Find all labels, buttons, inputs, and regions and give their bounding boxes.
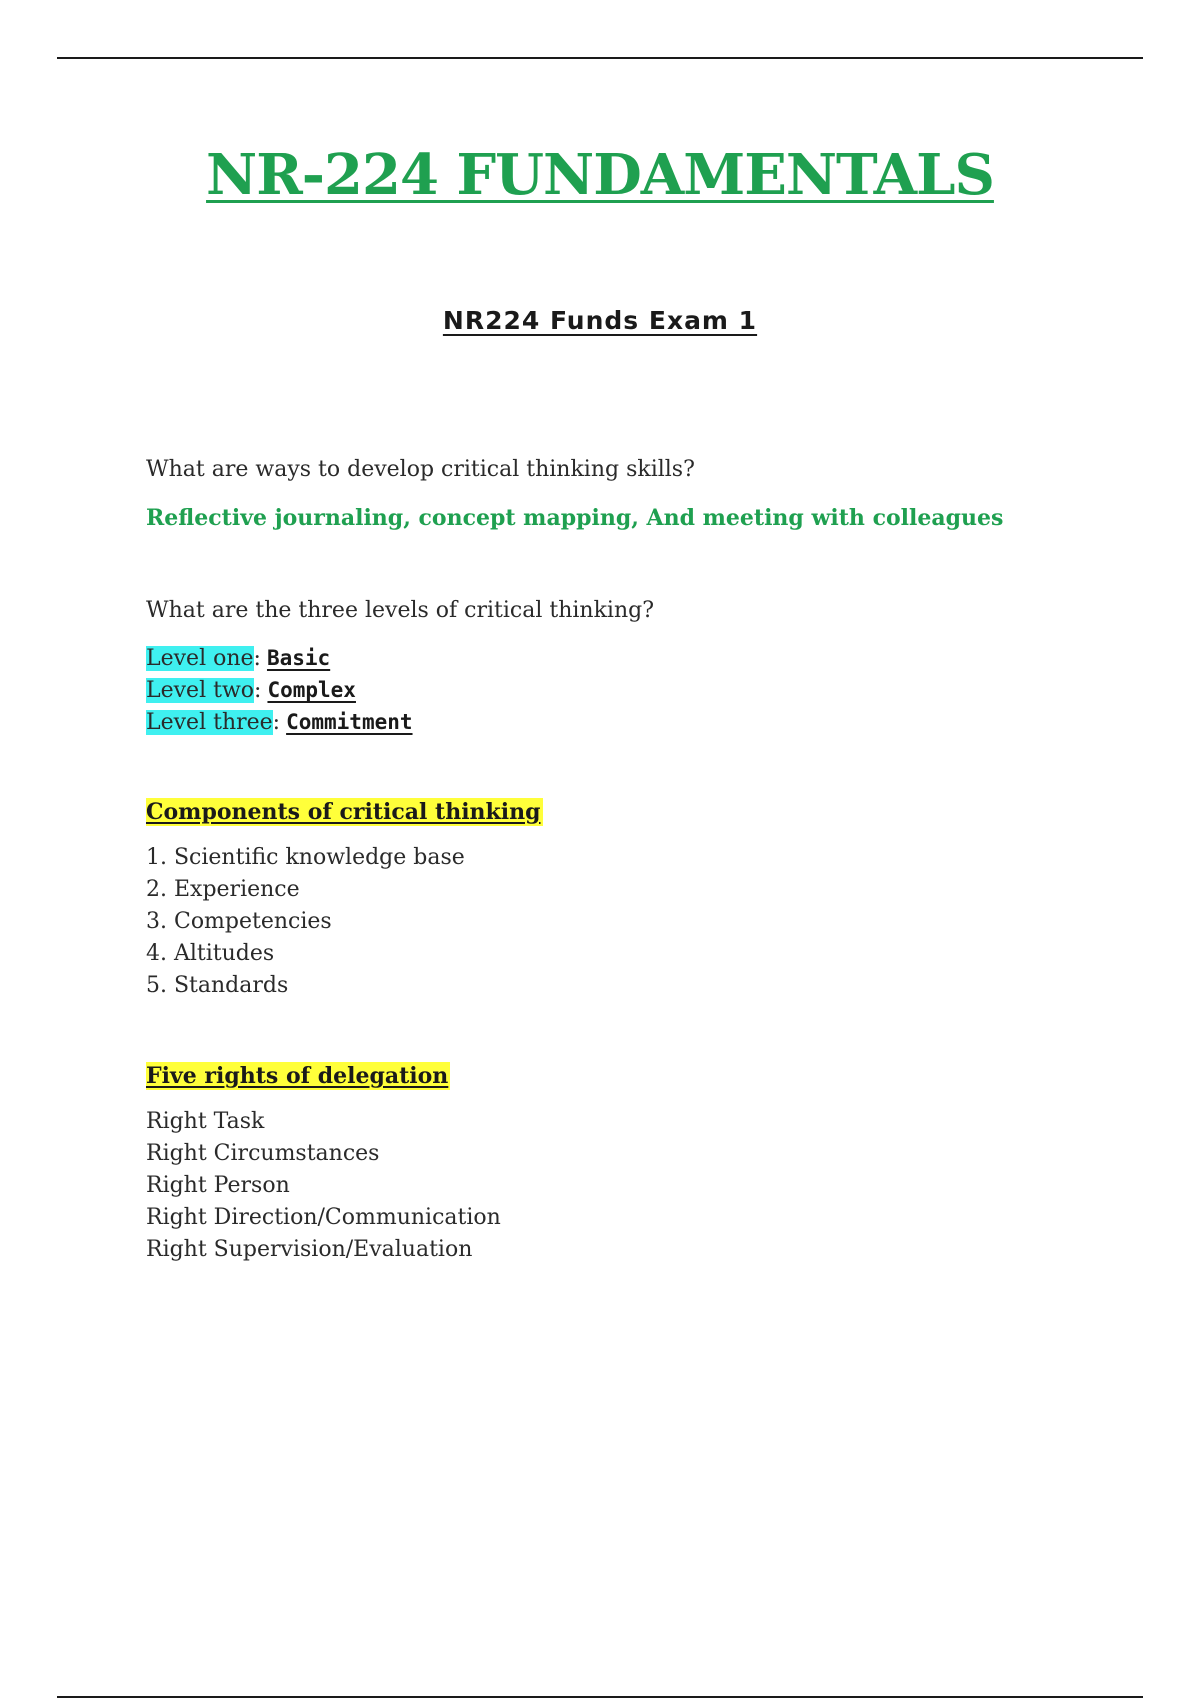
spacer bbox=[146, 1002, 1106, 1062]
level-name: Level three bbox=[146, 710, 273, 735]
document-title: NR-224 FUNDAMENTALS bbox=[206, 142, 994, 208]
level-row-two bbox=[146, 674, 1106, 706]
list-item: Right Person bbox=[146, 1173, 290, 1198]
spacer bbox=[146, 533, 1106, 596]
top-rule bbox=[57, 57, 1143, 59]
list-item: 2. Experience bbox=[146, 877, 300, 902]
level-name: Level one bbox=[146, 646, 254, 671]
list-item: 5. Standards bbox=[146, 973, 289, 998]
list-item: 4. Altitudes bbox=[146, 941, 275, 966]
document-subtitle: NR224 Funds Exam 1 bbox=[442, 306, 758, 335]
list-item: Right Supervision/Evaluation bbox=[146, 1237, 473, 1262]
components-list bbox=[146, 842, 1106, 1002]
level-row-one bbox=[146, 642, 1106, 674]
components-heading: Components of critical thinking bbox=[146, 799, 541, 825]
level-separator: : bbox=[254, 678, 262, 703]
level-value: Commitment bbox=[286, 710, 413, 734]
answer-critical-thinking-skills: Reflective journaling, concept mapping, And meeting with colleagues bbox=[146, 505, 1004, 531]
level-separator: : bbox=[253, 646, 261, 671]
list-item: Right Direction/Communication bbox=[146, 1205, 501, 1230]
spacer bbox=[146, 738, 1106, 798]
level-value: Basic bbox=[266, 646, 331, 670]
level-separator: : bbox=[272, 710, 281, 735]
document-body bbox=[146, 455, 1106, 1266]
levels-list bbox=[146, 642, 1106, 738]
level-value: Complex bbox=[267, 678, 356, 702]
list-item: Right Circumstances bbox=[146, 1141, 380, 1166]
level-name: Level two bbox=[146, 678, 255, 703]
question-levels-critical-thinking: What are the three levels of critical thinking? bbox=[146, 598, 655, 623]
level-row-three bbox=[146, 706, 1106, 738]
delegation-heading: Five rights of delegation bbox=[146, 1063, 449, 1089]
delegation-list bbox=[146, 1106, 1106, 1266]
bottom-rule bbox=[57, 1696, 1143, 1698]
document-subtitle-block bbox=[0, 306, 1200, 335]
list-item: 1. Scientific knowledge base bbox=[146, 845, 465, 870]
document-title-block bbox=[0, 142, 1200, 208]
list-item: Right Task bbox=[146, 1109, 265, 1134]
question-critical-thinking-skills: What are ways to develop critical thinking skills? bbox=[146, 457, 695, 482]
list-item: 3. Competencies bbox=[146, 909, 332, 934]
